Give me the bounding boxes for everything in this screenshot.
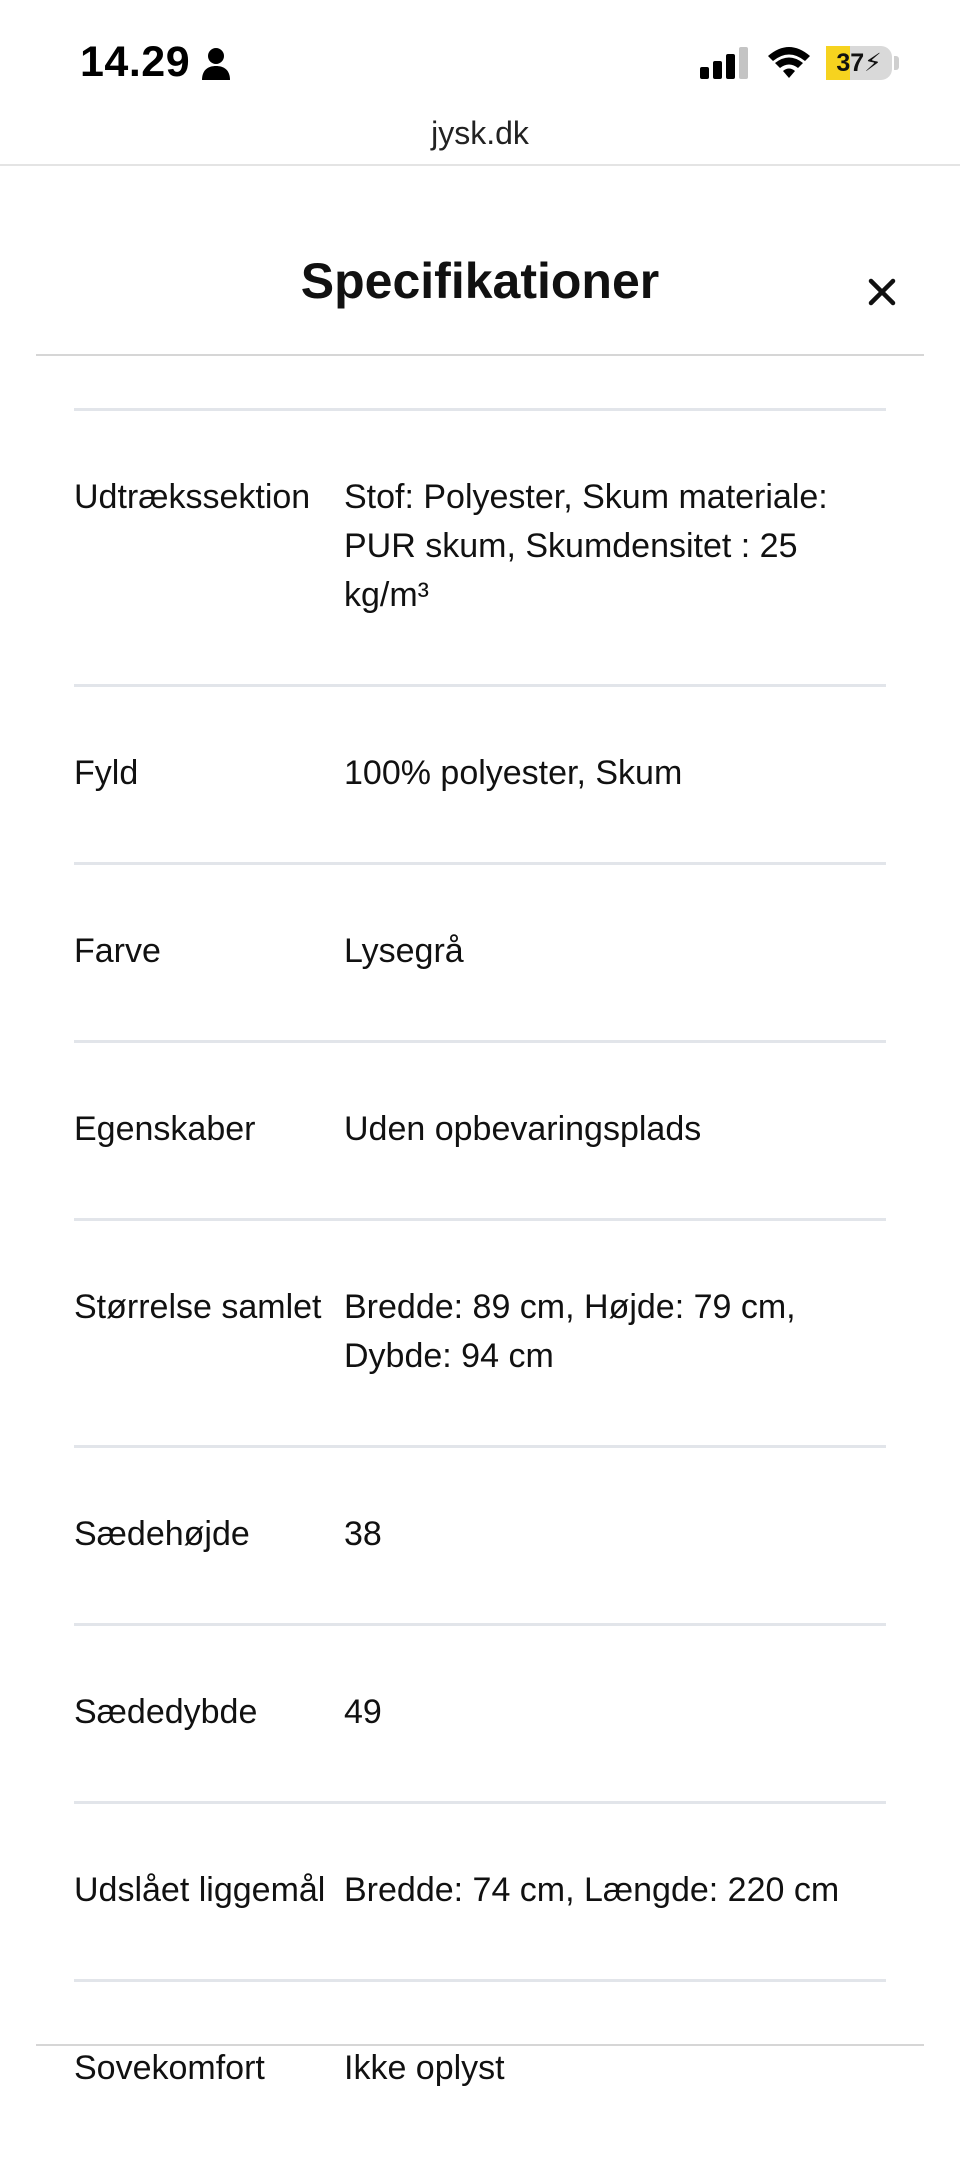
spec-value: 100% polyester, Skum [344,754,683,792]
spec-label: Sovekomfort [74,2049,265,2087]
spec-row [74,1982,886,2157]
sheet-title: Specifikationer [300,253,660,309]
spec-label: Farve [74,932,161,970]
battery-indicator [826,46,892,80]
spec-list-viewport[interactable] [74,356,886,2087]
spec-list [74,408,886,2157]
spec-label: Egenskaber [74,1110,256,1148]
top-divider [0,164,960,166]
spec-label: Fyld [74,754,139,792]
spec-value: 49 [344,1693,382,1731]
spec-value: Bredde: 74 cm, Længde: 220 cm [344,1871,840,1909]
charging-bolt-icon: ⚡ [864,49,882,77]
spec-row [74,1221,886,1445]
spec-row [74,1626,886,1801]
battery-cap [894,56,899,70]
spec-row [74,1448,886,1623]
person-icon [200,46,232,82]
cellular-signal-icon [700,47,750,79]
spec-row [74,687,886,862]
spec-label: Udslået liggemål [74,1871,326,1909]
close-icon[interactable] [858,268,906,316]
address-bar[interactable]: jysk.dk [431,115,529,151]
spec-label: Sædehøjde [74,1515,250,1553]
battery-text: 37⚡ [836,49,882,77]
spec-row [74,1043,886,1218]
spec-value: Stof: Polyester, Skum materiale: PUR skum, Skumdensitet : 25 kg/m³ [344,478,828,614]
spec-value: Ikke oplyst [344,2049,505,2087]
spec-value: 38 [344,1515,382,1553]
spec-row [74,411,886,684]
spec-label: Størrelse samlet [74,1288,322,1326]
spec-label: Sædedybde [74,1693,258,1731]
status-time: 14.29 [80,38,191,86]
spec-row [74,1804,886,1979]
spec-label: Udtrækssektion [74,478,311,516]
spec-row [74,865,886,1040]
bottom-divider [36,2044,924,2046]
status-bar [0,0,960,120]
wifi-icon [766,44,812,80]
spec-value: Lysegrå [344,932,464,970]
spec-value: Bredde: 89 cm, Højde: 79 cm, Dybde: 94 cm [344,1288,796,1375]
spec-value: Uden opbevaringsplads [344,1110,702,1148]
